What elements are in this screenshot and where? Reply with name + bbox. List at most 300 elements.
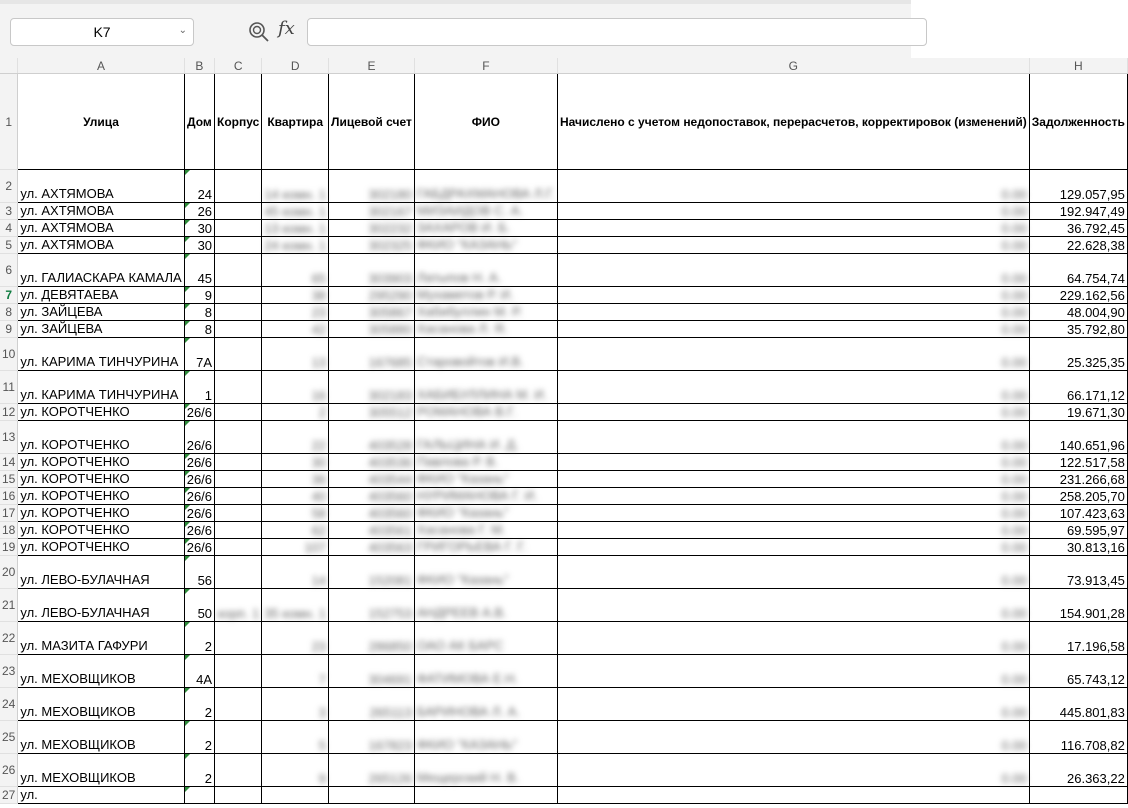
cell-account[interactable]	[329, 505, 415, 522]
cell-accrued[interactable]	[557, 404, 1029, 421]
cell-apartment[interactable]	[262, 505, 329, 522]
cell-accrued-value: 0.00	[1001, 705, 1027, 720]
cell-account[interactable]	[329, 622, 415, 655]
row-header[interactable]: 18	[0, 522, 18, 539]
cell-debt[interactable]	[1029, 522, 1127, 539]
cell-block[interactable]	[215, 254, 262, 287]
cell-block[interactable]	[215, 220, 262, 237]
cell-name-value: ФКИО "Казань"	[416, 572, 509, 587]
cell-account-value: 295290	[368, 288, 412, 303]
cell-accrued[interactable]	[557, 688, 1029, 721]
cell-street[interactable]	[18, 522, 184, 539]
cell-apartment-value: 58	[311, 506, 327, 521]
row-header[interactable]: 3	[0, 203, 18, 220]
column-header-a[interactable]: A	[18, 58, 184, 74]
cell-name[interactable]	[414, 556, 557, 589]
cell-name[interactable]	[414, 787, 557, 804]
cell-debt[interactable]	[1029, 170, 1127, 203]
cell-name[interactable]	[414, 688, 557, 721]
cell-street-value: ул. МЕХОВЩИКОВ	[20, 671, 136, 686]
cell-apartment[interactable]	[262, 237, 329, 254]
cell-name[interactable]	[414, 539, 557, 556]
cell-street-value: ул. КОРОТЧЕНКО	[20, 539, 130, 554]
cell-name[interactable]	[414, 404, 557, 421]
cell-account[interactable]	[329, 371, 415, 404]
cell-debt-value: 69.595,97	[1067, 523, 1125, 538]
cell-apartment[interactable]	[262, 203, 329, 220]
cell-house-value: 8	[204, 305, 213, 320]
cell-block[interactable]	[215, 371, 262, 404]
cell-house[interactable]	[184, 404, 214, 421]
cell-block[interactable]	[215, 304, 262, 321]
cell-apartment[interactable]	[262, 338, 329, 371]
cell-account[interactable]	[329, 321, 415, 338]
cell-debt-value: 65.743,12	[1067, 672, 1125, 687]
cell-debt[interactable]	[1029, 454, 1127, 471]
cell-account[interactable]	[329, 170, 415, 203]
cell-account-value: 305880	[368, 322, 412, 337]
cell-block[interactable]	[215, 589, 262, 622]
cell-account[interactable]	[329, 237, 415, 254]
cell-account[interactable]	[329, 203, 415, 220]
cell-name[interactable]	[414, 321, 557, 338]
cell-debt[interactable]	[1029, 556, 1127, 589]
cell-house[interactable]	[184, 655, 214, 688]
cell-street[interactable]	[18, 237, 184, 254]
cell-house[interactable]	[184, 220, 214, 237]
cell-block[interactable]	[215, 556, 262, 589]
cell-house[interactable]	[184, 589, 214, 622]
row-header[interactable]: 14	[0, 454, 18, 471]
cell-street-value: ул. АХТЯМОВА	[20, 237, 114, 252]
cell-house[interactable]	[184, 287, 214, 304]
cell-house[interactable]	[184, 321, 214, 338]
cell-street[interactable]	[18, 421, 184, 454]
cell-debt[interactable]	[1029, 287, 1127, 304]
cell-account[interactable]	[329, 787, 415, 804]
cell-accrued[interactable]	[557, 655, 1029, 688]
row-header[interactable]: 17	[0, 505, 18, 522]
cell-accrued[interactable]	[557, 454, 1029, 471]
cell-accrued[interactable]	[557, 754, 1029, 787]
cell-house[interactable]	[184, 471, 214, 488]
row-header-1[interactable]: 1	[0, 74, 18, 170]
cell-accrued[interactable]	[557, 522, 1029, 539]
cell-account[interactable]	[329, 220, 415, 237]
cell-block[interactable]	[215, 203, 262, 220]
cell-accrued[interactable]	[557, 556, 1029, 589]
cell-apartment[interactable]	[262, 254, 329, 287]
cell-name-value: ГАБДРАХМАНОВА Л.Г.	[416, 186, 555, 201]
cell-street[interactable]	[18, 622, 184, 655]
cell-debt[interactable]	[1029, 721, 1127, 754]
cell-block[interactable]	[215, 539, 262, 556]
cell-debt[interactable]	[1029, 505, 1127, 522]
table-row	[0, 655, 1127, 688]
row-header[interactable]: 24	[0, 688, 18, 721]
cell-street[interactable]	[18, 220, 184, 237]
cell-house[interactable]	[184, 488, 214, 505]
cell-street[interactable]	[18, 556, 184, 589]
cell-apartment[interactable]	[262, 589, 329, 622]
cell-debt[interactable]	[1029, 203, 1127, 220]
cell-accrued-value: 0.00	[1001, 523, 1027, 538]
cell-house[interactable]	[184, 522, 214, 539]
table-row	[0, 321, 1127, 338]
cell-account[interactable]	[329, 721, 415, 754]
cell-accrued[interactable]	[557, 203, 1029, 220]
cell-accrued[interactable]	[557, 589, 1029, 622]
cell-apartment[interactable]	[262, 688, 329, 721]
row-header[interactable]: 11	[0, 371, 18, 404]
formula-input[interactable]	[307, 18, 927, 46]
cell-accrued[interactable]	[557, 220, 1029, 237]
cell-block[interactable]	[215, 721, 262, 754]
cell-block[interactable]	[215, 471, 262, 488]
column-header-g[interactable]: G	[557, 58, 1029, 74]
cell-accrued[interactable]	[557, 287, 1029, 304]
cell-account[interactable]	[329, 556, 415, 589]
cell-block[interactable]	[215, 787, 262, 804]
cell-house[interactable]	[184, 622, 214, 655]
cell-street[interactable]	[18, 505, 184, 522]
header-street[interactable]: Улица	[18, 74, 184, 170]
cell-debt[interactable]	[1029, 237, 1127, 254]
row-header[interactable]: 16	[0, 488, 18, 505]
name-box-value: K7	[93, 24, 111, 40]
cell-street[interactable]	[18, 338, 184, 371]
cell-block[interactable]	[215, 404, 262, 421]
cell-account[interactable]	[329, 287, 415, 304]
cell-apartment[interactable]	[262, 454, 329, 471]
cell-account[interactable]	[329, 254, 415, 287]
cell-block[interactable]	[215, 237, 262, 254]
select-all-corner[interactable]	[0, 58, 18, 74]
cell-street[interactable]	[18, 488, 184, 505]
cell-apartment[interactable]	[262, 721, 329, 754]
row-header[interactable]: 12	[0, 404, 18, 421]
toolbar-strip	[0, 0, 911, 4]
cell-street-value: ул. ДЕВЯТАЕВА	[20, 287, 119, 302]
cell-accrued[interactable]	[557, 170, 1029, 203]
column-header-h[interactable]: H	[1029, 58, 1127, 74]
row-header[interactable]: 19	[0, 539, 18, 556]
cell-apartment-value: 13	[311, 355, 327, 370]
cell-street[interactable]	[18, 254, 184, 287]
cell-accrued[interactable]	[557, 421, 1029, 454]
row-header[interactable]: 9	[0, 321, 18, 338]
cell-accrued[interactable]	[557, 721, 1029, 754]
table-row	[0, 787, 1127, 804]
cell-name[interactable]	[414, 371, 557, 404]
header-account[interactable]: Лицевой счет	[329, 74, 415, 170]
header-block[interactable]: Корпус	[215, 74, 262, 170]
name-box[interactable]	[10, 18, 194, 46]
row-header[interactable]: 15	[0, 471, 18, 488]
cell-debt[interactable]	[1029, 220, 1127, 237]
cell-name[interactable]	[414, 522, 557, 539]
cell-house[interactable]	[184, 688, 214, 721]
cell-debt[interactable]	[1029, 254, 1127, 287]
cell-street[interactable]	[18, 454, 184, 471]
cell-name[interactable]	[414, 655, 557, 688]
cell-accrued[interactable]	[557, 505, 1029, 522]
cell-house[interactable]	[184, 787, 214, 804]
cell-account[interactable]	[329, 754, 415, 787]
zoom-icon[interactable]	[247, 20, 271, 44]
column-header-c[interactable]: C	[215, 58, 262, 74]
cell-street[interactable]	[18, 754, 184, 787]
cell-apartment[interactable]	[262, 787, 329, 804]
row-header[interactable]: 27	[0, 787, 18, 804]
cell-block[interactable]	[215, 421, 262, 454]
cell-street[interactable]	[18, 471, 184, 488]
cell-apartment[interactable]	[262, 556, 329, 589]
cell-account[interactable]	[329, 688, 415, 721]
cell-street[interactable]	[18, 170, 184, 203]
cell-apartment[interactable]	[262, 404, 329, 421]
cell-name[interactable]	[414, 203, 557, 220]
cell-account[interactable]	[329, 539, 415, 556]
row-header[interactable]: 22	[0, 622, 18, 655]
row-header[interactable]: 5	[0, 237, 18, 254]
cell-street[interactable]	[18, 688, 184, 721]
table-row	[0, 404, 1127, 421]
cell-block[interactable]	[215, 170, 262, 203]
cell-name[interactable]	[414, 471, 557, 488]
cell-block[interactable]	[215, 488, 262, 505]
cell-debt-value: 19.671,30	[1067, 405, 1125, 420]
cell-account-value: 302180	[368, 187, 412, 202]
cell-house[interactable]	[184, 203, 214, 220]
cell-account[interactable]	[329, 488, 415, 505]
cell-house[interactable]	[184, 454, 214, 471]
cell-house[interactable]	[184, 338, 214, 371]
header-debt[interactable]: Задолженность	[1029, 74, 1127, 170]
cell-debt[interactable]	[1029, 787, 1127, 804]
cell-street-value: ул. ЗАЙЦЕВА	[20, 321, 103, 336]
row-header[interactable]: 4	[0, 220, 18, 237]
cell-accrued[interactable]	[557, 787, 1029, 804]
cell-name[interactable]	[414, 220, 557, 237]
cell-debt[interactable]	[1029, 321, 1127, 338]
cell-debt-value: 64.754,74	[1067, 271, 1125, 286]
row-header[interactable]: 20	[0, 556, 18, 589]
cell-block[interactable]	[215, 287, 262, 304]
cell-debt[interactable]	[1029, 589, 1127, 622]
cell-apartment[interactable]	[262, 754, 329, 787]
cell-house-value: 9	[204, 288, 213, 303]
cell-account[interactable]	[329, 471, 415, 488]
cell-apartment[interactable]	[262, 170, 329, 203]
cell-accrued[interactable]	[557, 371, 1029, 404]
row-header[interactable]: 21	[0, 589, 18, 622]
cell-accrued[interactable]	[557, 622, 1029, 655]
cell-apartment[interactable]	[262, 622, 329, 655]
cell-accrued[interactable]	[557, 539, 1029, 556]
cell-block[interactable]	[215, 505, 262, 522]
cell-apartment[interactable]	[262, 371, 329, 404]
cell-name[interactable]	[414, 421, 557, 454]
cell-house[interactable]	[184, 754, 214, 787]
row-header[interactable]: 10	[0, 338, 18, 371]
cell-house[interactable]	[184, 304, 214, 321]
cell-name[interactable]	[414, 721, 557, 754]
cell-account[interactable]	[329, 454, 415, 471]
cell-street[interactable]	[18, 321, 184, 338]
cell-street-value: ул. ЛЕВО-БУЛАЧНАЯ	[20, 605, 150, 620]
cell-street-value: ул. КАРИМА ТИНЧУРИНА	[20, 387, 179, 402]
cell-debt[interactable]	[1029, 754, 1127, 787]
row-header[interactable]: 26	[0, 754, 18, 787]
row-header[interactable]: 23	[0, 655, 18, 688]
cell-account-value: 403536	[368, 455, 412, 470]
cell-accrued[interactable]	[557, 471, 1029, 488]
cell-name[interactable]	[414, 170, 557, 203]
table-row	[0, 220, 1127, 237]
cell-street[interactable]	[18, 721, 184, 754]
cell-street[interactable]	[18, 589, 184, 622]
cell-street[interactable]	[18, 304, 184, 321]
cell-name-value: ФКИО "Казань"	[416, 505, 509, 520]
cell-debt[interactable]	[1029, 304, 1127, 321]
cell-accrued[interactable]	[557, 488, 1029, 505]
cell-accrued[interactable]	[557, 237, 1029, 254]
row-header[interactable]: 13	[0, 421, 18, 454]
cell-house[interactable]	[184, 254, 214, 287]
cell-apartment[interactable]	[262, 321, 329, 338]
cell-debt[interactable]	[1029, 622, 1127, 655]
cell-account[interactable]	[329, 655, 415, 688]
cell-apartment[interactable]	[262, 287, 329, 304]
cell-debt[interactable]	[1029, 371, 1127, 404]
cell-apartment[interactable]	[262, 471, 329, 488]
cell-account[interactable]	[329, 304, 415, 321]
cell-accrued-value: 0.00	[1001, 355, 1027, 370]
cell-debt[interactable]	[1029, 471, 1127, 488]
row-header[interactable]: 6	[0, 254, 18, 287]
cell-debt[interactable]	[1029, 539, 1127, 556]
cell-street-value: ул. АХТЯМОВА	[20, 186, 114, 201]
cell-debt[interactable]	[1029, 488, 1127, 505]
cell-accrued[interactable]	[557, 338, 1029, 371]
cell-block[interactable]	[215, 338, 262, 371]
cell-house[interactable]	[184, 237, 214, 254]
cell-street[interactable]	[18, 287, 184, 304]
row-header[interactable]: 8	[0, 304, 18, 321]
cell-name[interactable]	[414, 505, 557, 522]
cell-name[interactable]	[414, 589, 557, 622]
cell-house[interactable]	[184, 505, 214, 522]
fx-icon[interactable]: fx	[278, 18, 295, 39]
cell-name[interactable]	[414, 488, 557, 505]
cell-account[interactable]	[329, 522, 415, 539]
cell-apartment[interactable]	[262, 304, 329, 321]
chevron-down-icon[interactable]: ⌄	[178, 25, 187, 36]
cell-debt-value: 116.708,82	[1060, 738, 1125, 753]
column-header-d[interactable]: D	[262, 58, 329, 74]
cell-account[interactable]	[329, 404, 415, 421]
cell-block[interactable]	[215, 321, 262, 338]
cell-street[interactable]	[18, 539, 184, 556]
cell-house[interactable]	[184, 170, 214, 203]
cell-block[interactable]	[215, 688, 262, 721]
cell-name[interactable]	[414, 754, 557, 787]
cell-accrued[interactable]	[557, 304, 1029, 321]
cell-debt[interactable]	[1029, 688, 1127, 721]
cell-name[interactable]	[414, 287, 557, 304]
cell-debt[interactable]	[1029, 655, 1127, 688]
cell-block[interactable]	[215, 622, 262, 655]
cell-debt-value: 107.423,63	[1059, 506, 1125, 521]
header-accrued[interactable]: Начислено с учетом недопоставок, перерасчетов, корректировок (изменений)	[557, 74, 1029, 170]
cell-house[interactable]	[184, 371, 214, 404]
cell-debt[interactable]	[1029, 338, 1127, 371]
row-header[interactable]: 2	[0, 170, 18, 203]
cell-account-value: 286850	[368, 639, 412, 654]
cell-name[interactable]	[414, 622, 557, 655]
cell-street[interactable]	[18, 787, 184, 804]
cell-account-value: 152081	[368, 573, 412, 588]
cell-debt[interactable]	[1029, 421, 1127, 454]
header-apartment[interactable]: Квартира	[262, 74, 329, 170]
cell-debt[interactable]	[1029, 404, 1127, 421]
cell-house-value: 26/6	[186, 489, 213, 504]
cell-name[interactable]	[414, 237, 557, 254]
cell-apartment[interactable]	[262, 220, 329, 237]
cell-block[interactable]	[215, 655, 262, 688]
cell-account-value: 302325	[368, 238, 412, 253]
cell-house[interactable]	[184, 539, 214, 556]
header-name[interactable]: ФИО	[414, 74, 557, 170]
cell-name-value: Хасанова Г. М.	[416, 522, 506, 537]
row-header[interactable]: 25	[0, 721, 18, 754]
header-house[interactable]: Дом	[184, 74, 214, 170]
cell-block[interactable]	[215, 522, 262, 539]
cell-apartment[interactable]	[262, 539, 329, 556]
cell-accrued[interactable]	[557, 254, 1029, 287]
cell-street[interactable]	[18, 404, 184, 421]
cell-name[interactable]	[414, 304, 557, 321]
cell-name-value: РОМАНОВА В.Г.	[416, 404, 517, 419]
cell-block[interactable]	[215, 454, 262, 471]
column-header-e[interactable]: E	[329, 58, 415, 74]
cell-street[interactable]	[18, 371, 184, 404]
cell-block[interactable]	[215, 754, 262, 787]
cell-account[interactable]	[329, 338, 415, 371]
cell-street[interactable]	[18, 203, 184, 220]
column-header-f[interactable]: F	[414, 58, 557, 74]
cell-apartment[interactable]	[262, 488, 329, 505]
row-header[interactable]: 7	[0, 287, 18, 304]
cell-account-value: 403528	[368, 438, 412, 453]
cell-account[interactable]	[329, 589, 415, 622]
cell-apartment[interactable]	[262, 655, 329, 688]
cell-name[interactable]	[414, 254, 557, 287]
cell-name[interactable]	[414, 454, 557, 471]
cell-name-value: Хасанова Л. Я.	[416, 321, 508, 336]
cell-house[interactable]	[184, 421, 214, 454]
cell-street[interactable]	[18, 655, 184, 688]
column-header-b[interactable]: B	[184, 58, 214, 74]
cell-house[interactable]	[184, 721, 214, 754]
cell-house[interactable]	[184, 556, 214, 589]
cell-name[interactable]	[414, 338, 557, 371]
cell-apartment[interactable]	[262, 522, 329, 539]
cell-accrued[interactable]	[557, 321, 1029, 338]
cell-account[interactable]	[329, 421, 415, 454]
cell-apartment[interactable]	[262, 421, 329, 454]
